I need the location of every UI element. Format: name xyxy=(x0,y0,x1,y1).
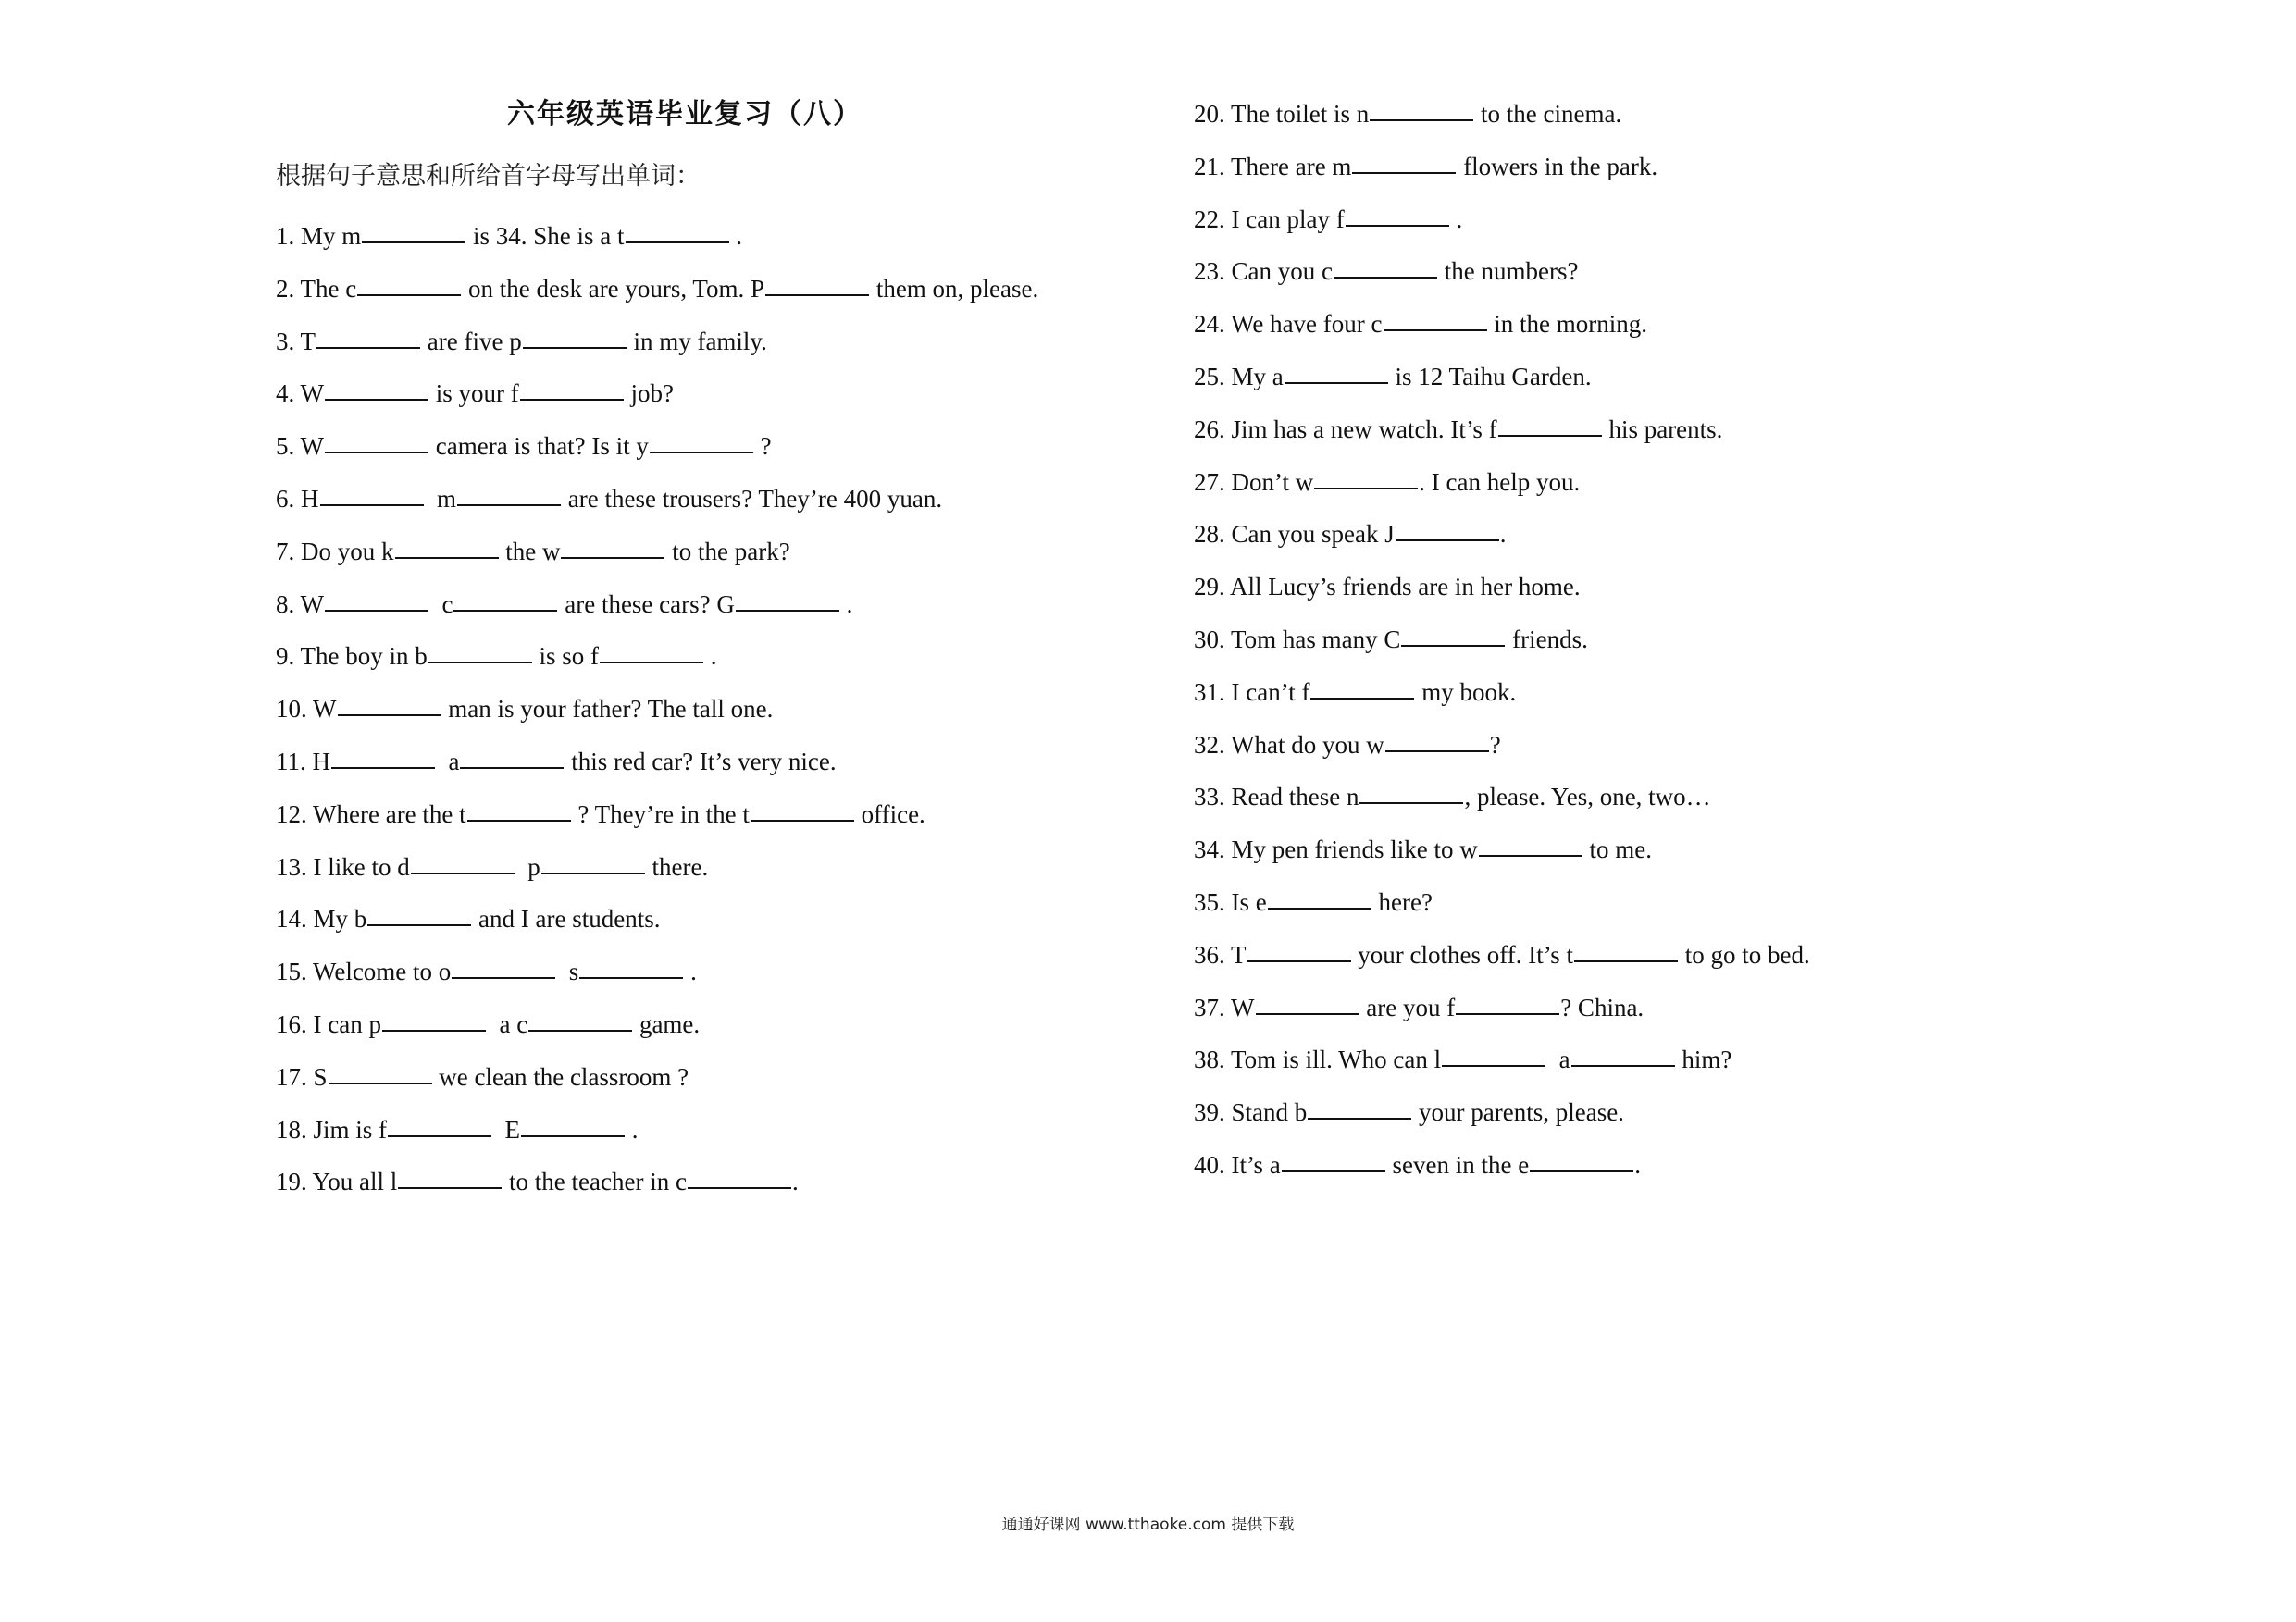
question-text: a c xyxy=(486,1010,528,1038)
answer-blank[interactable] xyxy=(467,820,571,822)
question-text: job? xyxy=(624,379,674,408)
answer-blank[interactable] xyxy=(1384,329,1487,331)
question-line xyxy=(276,1114,639,1145)
answer-blank[interactable] xyxy=(1314,488,1418,489)
question-text: a xyxy=(436,748,460,775)
question-text: flowers in the park. xyxy=(1457,152,1658,180)
question-text: 4. W xyxy=(276,379,324,408)
question-text: 37. W xyxy=(1194,993,1255,1021)
answer-blank[interactable] xyxy=(460,767,564,769)
question-line xyxy=(1194,781,1711,812)
answer-blank[interactable] xyxy=(1359,802,1463,804)
question-text: 10. W xyxy=(276,695,337,724)
answer-blank[interactable] xyxy=(688,1187,791,1189)
question-line xyxy=(1194,571,1581,602)
question-text: 9. The boy in b xyxy=(276,642,428,671)
question-text: here? xyxy=(1371,888,1433,916)
question-text: 15. Welcome to o xyxy=(276,958,452,986)
question-line xyxy=(1194,729,1501,761)
question-text: p xyxy=(515,852,540,881)
question-text: 30. Tom has many C xyxy=(1194,625,1401,653)
question-text: ? xyxy=(753,432,772,461)
question-text: we clean the classroom ? xyxy=(432,1062,689,1091)
question-line xyxy=(276,326,767,357)
question-text: . xyxy=(791,1168,799,1196)
question-text: to the cinema. xyxy=(1474,100,1622,128)
question-text: 39. Stand b xyxy=(1194,1098,1308,1127)
question-text: . xyxy=(626,1115,639,1144)
question-text: seven in the e xyxy=(1385,1151,1530,1179)
question-text: them on, please. xyxy=(870,274,1039,303)
question-text: my book. xyxy=(1415,677,1517,706)
question-text: are these trousers? They’re 400 yuan. xyxy=(562,485,943,513)
answer-blank[interactable] xyxy=(428,662,532,663)
question-text: 34. My pen friends like to w xyxy=(1194,836,1478,864)
question-text: is so f xyxy=(532,642,600,671)
answer-blank[interactable] xyxy=(1370,119,1473,121)
answer-blank[interactable] xyxy=(338,714,441,716)
question-text: m xyxy=(424,485,457,513)
question-text: your parents, please. xyxy=(1412,1098,1624,1127)
question-text: to go to bed. xyxy=(1678,940,1810,969)
answer-blank[interactable] xyxy=(1308,1118,1411,1120)
question-line xyxy=(1194,1149,1641,1181)
question-text: . xyxy=(684,958,697,986)
question-text: the numbers? xyxy=(1437,257,1579,286)
question-text: this red car? It’s very nice. xyxy=(565,748,837,775)
answer-blank[interactable] xyxy=(1498,435,1602,437)
question-text: friends. xyxy=(1506,625,1588,653)
question-text: ? xyxy=(1489,730,1501,759)
question-text: ? They’re in the t xyxy=(571,799,750,828)
question-text: 14. My b xyxy=(276,905,367,934)
question-text: is your f xyxy=(429,379,519,408)
answer-blank[interactable] xyxy=(398,1187,502,1189)
answer-blank[interactable] xyxy=(1247,960,1351,962)
page-title: 六年级英语毕业复习（八） xyxy=(507,98,863,130)
question-line xyxy=(276,799,925,830)
question-text: 38. Tom is ill. Who can l xyxy=(1194,1046,1442,1074)
question-line xyxy=(276,378,674,409)
question-line xyxy=(276,1009,700,1040)
question-text: 3. T xyxy=(276,327,316,355)
question-line xyxy=(276,956,697,987)
question-text: there. xyxy=(645,852,709,881)
answer-blank[interactable] xyxy=(626,241,729,243)
answer-blank[interactable] xyxy=(367,924,471,926)
question-text: . xyxy=(839,589,853,618)
question-text: the w xyxy=(499,537,561,565)
question-text: 21. There are m xyxy=(1194,152,1352,180)
answer-blank[interactable] xyxy=(325,399,428,401)
question-line xyxy=(276,746,837,777)
question-line xyxy=(1194,886,1433,918)
question-line xyxy=(1194,834,1652,865)
answer-blank[interactable] xyxy=(316,347,420,349)
answer-blank[interactable] xyxy=(357,294,461,296)
question-line xyxy=(276,588,852,620)
question-text: 25. My a xyxy=(1194,363,1284,390)
question-text: is 34. She is a t xyxy=(466,222,625,250)
answer-blank[interactable] xyxy=(453,610,557,612)
question-line xyxy=(1194,204,1462,235)
question-line xyxy=(276,536,790,567)
question-text: . xyxy=(729,222,743,250)
question-text: to the park? xyxy=(665,537,790,565)
question-line xyxy=(276,273,1038,304)
question-line xyxy=(1194,518,1506,550)
question-text: 1. My m xyxy=(276,222,362,250)
question-text: 16. I can p xyxy=(276,1010,381,1038)
question-text: are five p xyxy=(421,327,522,355)
answer-blank[interactable] xyxy=(521,1135,625,1137)
question-line xyxy=(1194,414,1722,445)
question-line xyxy=(1194,992,1644,1023)
question-text: him? xyxy=(1675,1046,1732,1074)
answer-blank[interactable] xyxy=(388,1135,491,1137)
question-text: to the teacher in c xyxy=(503,1168,687,1196)
question-text: 11. H xyxy=(276,748,330,775)
answer-blank[interactable] xyxy=(1352,172,1456,174)
question-line xyxy=(1194,466,1580,498)
question-line xyxy=(276,1166,799,1197)
answer-blank[interactable] xyxy=(1574,960,1678,962)
question-text: office. xyxy=(854,799,925,828)
question-text: and I are students. xyxy=(472,905,661,934)
answer-blank[interactable] xyxy=(1571,1065,1675,1067)
question-text: to me. xyxy=(1582,836,1652,864)
question-text: 2. The c xyxy=(276,274,357,303)
answer-blank[interactable] xyxy=(1396,539,1499,541)
answer-blank[interactable] xyxy=(1334,277,1437,279)
question-line xyxy=(276,1061,689,1093)
answer-blank[interactable] xyxy=(650,452,753,453)
answer-blank[interactable] xyxy=(1256,1013,1359,1015)
question-text: . I can help you. xyxy=(1419,467,1581,496)
question-text: 31. I can’t f xyxy=(1194,677,1310,706)
answer-blank[interactable] xyxy=(1442,1065,1545,1067)
question-text: 23. Can you c xyxy=(1194,257,1333,286)
question-text: 20. The toilet is n xyxy=(1194,100,1370,128)
question-text: your clothes off. It’s t xyxy=(1351,940,1573,969)
question-line xyxy=(1194,676,1516,708)
instruction-text: 根据句子意思和所给首字母写出单词： xyxy=(276,162,701,191)
answer-blank[interactable] xyxy=(1282,1170,1385,1172)
question-text: man is your father? The tall one. xyxy=(441,695,774,724)
answer-blank[interactable] xyxy=(1285,382,1388,384)
question-text: E xyxy=(492,1115,521,1144)
question-line xyxy=(1194,151,1657,182)
answer-blank[interactable] xyxy=(329,1083,432,1084)
question-text: 32. What do you w xyxy=(1194,730,1384,759)
question-text: 8. W xyxy=(276,589,324,618)
answer-blank[interactable] xyxy=(1268,908,1371,910)
answer-blank[interactable] xyxy=(523,347,627,349)
answer-blank[interactable] xyxy=(325,610,428,612)
question-line xyxy=(1194,98,1621,130)
question-line xyxy=(276,693,773,724)
question-text: 22. I can play f xyxy=(1194,204,1345,233)
question-text: 27. Don’t w xyxy=(1194,467,1314,496)
answer-blank[interactable] xyxy=(1346,225,1449,227)
question-text: 13. I like to d xyxy=(276,852,410,881)
answer-blank[interactable] xyxy=(325,452,428,453)
answer-blank[interactable] xyxy=(600,662,703,663)
question-text: camera is that? Is it y xyxy=(429,432,649,461)
question-text: 18. Jim is f xyxy=(276,1115,388,1144)
question-text: his parents. xyxy=(1602,415,1723,443)
answer-blank[interactable] xyxy=(411,873,515,874)
question-text: on the desk are yours, Tom. P xyxy=(462,274,765,303)
answer-blank[interactable] xyxy=(362,241,465,243)
question-line xyxy=(276,903,660,935)
question-line xyxy=(1194,308,1647,340)
answer-blank[interactable] xyxy=(520,399,624,401)
question-text: 28. Can you speak J xyxy=(1194,520,1395,549)
question-line xyxy=(276,851,708,883)
question-text: in the morning. xyxy=(1487,310,1647,339)
question-line xyxy=(276,640,717,672)
question-text: 19. You all l xyxy=(276,1168,398,1196)
answer-blank[interactable] xyxy=(579,977,683,979)
answer-blank[interactable] xyxy=(457,504,561,506)
question-line xyxy=(276,483,942,514)
question-text: 36. T xyxy=(1194,940,1247,969)
answer-blank[interactable] xyxy=(395,557,499,559)
question-text: , please. Yes, one, two… xyxy=(1464,783,1711,811)
answer-blank[interactable] xyxy=(320,504,424,506)
answer-blank[interactable] xyxy=(1456,1013,1559,1015)
answer-blank[interactable] xyxy=(528,1030,632,1032)
question-text: 5. W xyxy=(276,432,324,461)
question-text: a xyxy=(1546,1046,1570,1074)
question-text: 26. Jim has a new watch. It’s f xyxy=(1194,415,1497,443)
question-text: 33. Read these n xyxy=(1194,783,1359,811)
question-line xyxy=(1194,255,1578,287)
answer-blank[interactable] xyxy=(1385,750,1489,752)
question-text: 29. All Lucy’s friends are in her home. xyxy=(1194,573,1581,601)
question-line xyxy=(1194,1044,1731,1075)
question-text: 6. H xyxy=(276,485,319,513)
question-text: c xyxy=(429,589,453,618)
answer-blank[interactable] xyxy=(561,557,664,559)
question-text: 17. S xyxy=(276,1062,328,1091)
question-text: 12. Where are the t xyxy=(276,799,466,828)
question-text: s xyxy=(556,958,579,986)
answer-blank[interactable] xyxy=(382,1030,486,1032)
question-text: . xyxy=(1499,520,1507,549)
question-line xyxy=(276,220,742,252)
question-text: are you f xyxy=(1359,993,1456,1021)
answer-blank[interactable] xyxy=(1310,698,1414,700)
question-line xyxy=(1194,361,1592,392)
question-text: ? China. xyxy=(1560,993,1644,1021)
question-text: are these cars? G xyxy=(558,589,735,618)
answer-blank[interactable] xyxy=(452,977,555,979)
question-line xyxy=(1194,939,1810,971)
question-text: . xyxy=(1634,1151,1641,1179)
question-text: 7. Do you k xyxy=(276,537,394,565)
question-line xyxy=(1194,624,1588,655)
question-text: . xyxy=(704,642,717,671)
question-text: game. xyxy=(633,1010,701,1038)
question-text: . xyxy=(1449,204,1463,233)
answer-blank[interactable] xyxy=(736,610,839,612)
question-text: 24. We have four c xyxy=(1194,310,1383,339)
answer-blank[interactable] xyxy=(331,767,435,769)
question-line xyxy=(1194,1096,1624,1128)
question-text: in my family. xyxy=(627,327,767,355)
footer-credit: 通通好课网 www.tthaoke.com 提供下载 xyxy=(1001,1516,1295,1534)
question-text: 40. It’s a xyxy=(1194,1151,1281,1179)
answer-blank[interactable] xyxy=(1530,1170,1633,1172)
question-line xyxy=(276,430,772,462)
question-text: is 12 Taihu Garden. xyxy=(1388,363,1592,390)
answer-blank[interactable] xyxy=(1401,645,1505,647)
answer-blank[interactable] xyxy=(765,294,869,296)
answer-blank[interactable] xyxy=(1479,855,1582,857)
answer-blank[interactable] xyxy=(541,873,645,874)
question-text: 35. Is e xyxy=(1194,888,1267,916)
answer-blank[interactable] xyxy=(751,820,854,822)
